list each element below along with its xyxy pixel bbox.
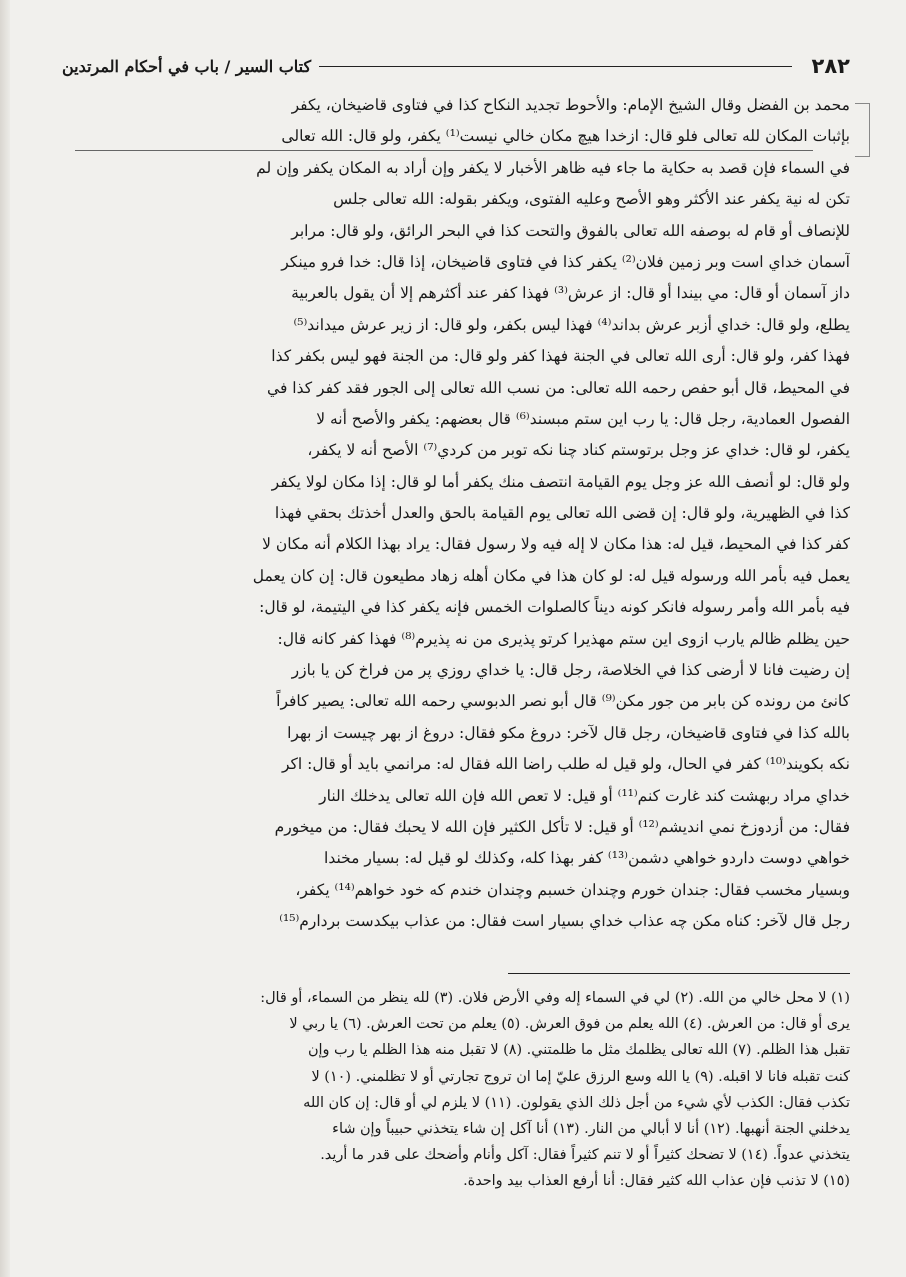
text-line: كذا في الظهيرية، ولو قال: إن قضى الله تعالى يوم القيامة بالحق والعدل أخذتك بحقي فهذا [274,504,850,523]
text-line: نكه بكويند⁽¹⁰⁾ كفر في الحال، ولو قيل له طلب راضا الله فقال له: مرانمي بايد أو قال: اكر [281,755,850,774]
text-line: يعمل فيه بأمر الله ورسوله قيل له: لو كان هذا في مكان أهله زهاد مطيعون قال: إن كان يعمل [252,566,850,585]
header-rule [319,66,791,67]
footnote-separator [508,973,850,974]
footnote-line: يتخذني عدواً. (١٤) لا تضحك كثيراً أو لا تنم كثيراً فقال: آكل وأنام وأضحك على قدر ما أريد. [320,1147,850,1164]
text-line: كانئ من رونده كن بابر من جور مكن⁽⁹⁾ قال أبو نصر الدبوسي رحمه الله تعالى: يصير كافراً [276,692,850,711]
text-line: في السماء فإن قصد به حكاية ما جاء فيه ظاهر الأخبار لا يكفر وإن أراد به المكان يكفر وإن لم [256,158,850,177]
text-line: فهذا كفر، ولو قال: أرى الله تعالى في الجنة فهذا كفر ولو قال: من الجنة فهو ليس بكفر كذا [271,347,850,366]
text-line: حين يظلم ظالم يارب ازوى اين ستم مهذيرا كرتو پذيرى من نه پذيرم⁽⁸⁾ فهذا كفر كانه قال: [277,629,850,648]
footnote-line: يدخلني الجنة أنهبها. (١٢) أنا لا أبالي من النار. (١٣) أنا آكل إن شاء يتخذني حبيباً وإن شاء [332,1120,850,1137]
text-line: فيه بأمر الله وأمر رسوله فانكر كونه ديناً كالصلوات الخمس فإنه يكفر كذا في اليتيمة، لو قال: [259,598,850,617]
margin-bracket-mark [855,103,870,157]
text-line: بالله كذا في فتاوى قاضيخان، رجل قال لآخر: دروغ مكو فقال: دروغ از بهر چيست از بهرا [287,723,850,742]
page-edge [0,0,10,1277]
text-line: آسمان خداي است وبر زمين فلان⁽²⁾ يكفر كذا في فتاوى قاضيخان، إذا قال: خدا فرو مينكر [281,252,850,271]
text-line: فقال: من أزدوزخ نمي انديشم⁽¹²⁾ أو قيل: لا تأكل الكثير فإن الله لا يحبك فقال: من ميخورم [274,817,850,836]
footnote-line: كنت تقبله فانا لا اقبله. (٩) يا الله وسع الرزق عليّ إما ان تروج تجارتي أو لا تظلمني. (١٠) لا [311,1068,850,1085]
text-line: للإنصاف أو قام له بوصفه الله تعالى بالفوق والتحت كذا في البحر الرائق، ولو قال: مرابر [291,221,850,240]
footnote-line: تقبل هذا الظلم. (٧) الله تعالى يظلمك مثل ما ظلمتني. (٨) لا تقبل منه هذا الظلم يا رب وإن [307,1042,850,1059]
main-text [62,90,850,938]
footnote-line: (١) لا محل خالي من الله. (٢) لي في السماء إله وفي الأرض فلان. (٣) لله ينظر من السماء، أو قال: [260,990,850,1006]
footnote-line: (١٥) لا تذنب فإن عذاب الله كثير فقال: أنا أرفع العذاب بيد واحدة. [463,1173,850,1190]
text-line: بإثبات المكان لله تعالى فلو قال: ازخدا هيچ مكان خالي نيست⁽¹⁾ يكفر، ولو قال: الله تعالى [281,127,850,146]
text-line: تكن له نية يكفر عند الأكثر وهو الأصح وعليه الفتوى، ويكفر بقوله: الله تعالى جلس [333,190,850,209]
text-line: خواهي دوست داردو خواهي دشمن⁽¹³⁾ كفر بهذا كله، وكذلك لو قيل له: بسيار مخندا [324,849,850,868]
footnote-line: تكذب فقال: الكذب لأي شيء من أجل ذلك الذي يقولون. (١١) لا يلزم لي أو قال: إن كان الله [303,1094,850,1111]
footnotes [62,985,850,1195]
text-line: يطلع، ولو قال: خداي أزبر عرش بداند⁽⁴⁾ فهذا ليس بكفر، ولو قال: از زير عرش ميداند⁽⁵⁾ [293,315,850,334]
text-line: رجل قال لآخر: كناه مكن چه عذاب خداي بسيار است فقال: من عذاب بيكدست بردارم⁽¹⁵⁾ [279,912,850,931]
text-line: كفر كذا في المحيط، قيل له: هذا مكان لا إله فيه ولا رسول فقال: يراد بهذا الكلام أنه مكان لا [262,535,850,554]
footnote-line: يرى أو قال: من العرش. (٤) الله يعلم من فوق العرش. (٥) يعلم من تحت العرش. (٦) يا ربي لا [289,1016,850,1033]
text-line: في المحيط، قال أبو حفص رحمه الله تعالى: من نسب الله تعالى إلى الجور فقد كفر كذا في [267,378,850,397]
text-line: يكفر، لو قال: خداي عز وجل برتوستم كناد چنا نكه توبر من كردي⁽⁷⁾ الأصح أنه لا يكفر، [307,441,850,460]
text-line: ولو قال: لو أنصف الله عز وجل يوم القيامة انتصف منك يكفر أما لو قال: إذا مكان لولا يكفر [271,472,850,491]
text-line: وبسيار مخسب فقال: جندان خورم وچندان خسبم وچندان خندم كه خود خواهم⁽¹⁴⁾ يكفر، [295,880,850,899]
text-line: الفصول العمادية، رجل قال: يا رب اين ستم مبسند⁽⁶⁾ قال بعضهم: يكفر والأصح أنه لا [316,409,850,428]
running-title: كتاب السير / باب في أحكام المرتدين [62,56,312,76]
text-line: داز آسمان أو قال: مي بيندا أو قال: از عرش⁽³⁾ فهذا كفر عند أكثرهم إلا أن يقول بالعربية [291,284,850,303]
page-header [62,50,850,82]
page-number: ٢٨٢ [811,54,850,78]
text-line: إن رضيت فانا لا أرضى كذا في الخلاصة، رجل قال: يا خداي روزي پر من فراخ كن يا بازر [291,661,850,680]
text-line: خداي مراد ربهشت كند غارت كنم⁽¹¹⁾ أو قيل: لا تعص الله فإن الله تعالى يدخلك النار [319,786,850,805]
text-line: محمد بن الفضل وقال الشيخ الإمام: والأحوط تجديد النكاح كذا في فتاوى قاضيخان، يكفر [291,96,850,114]
